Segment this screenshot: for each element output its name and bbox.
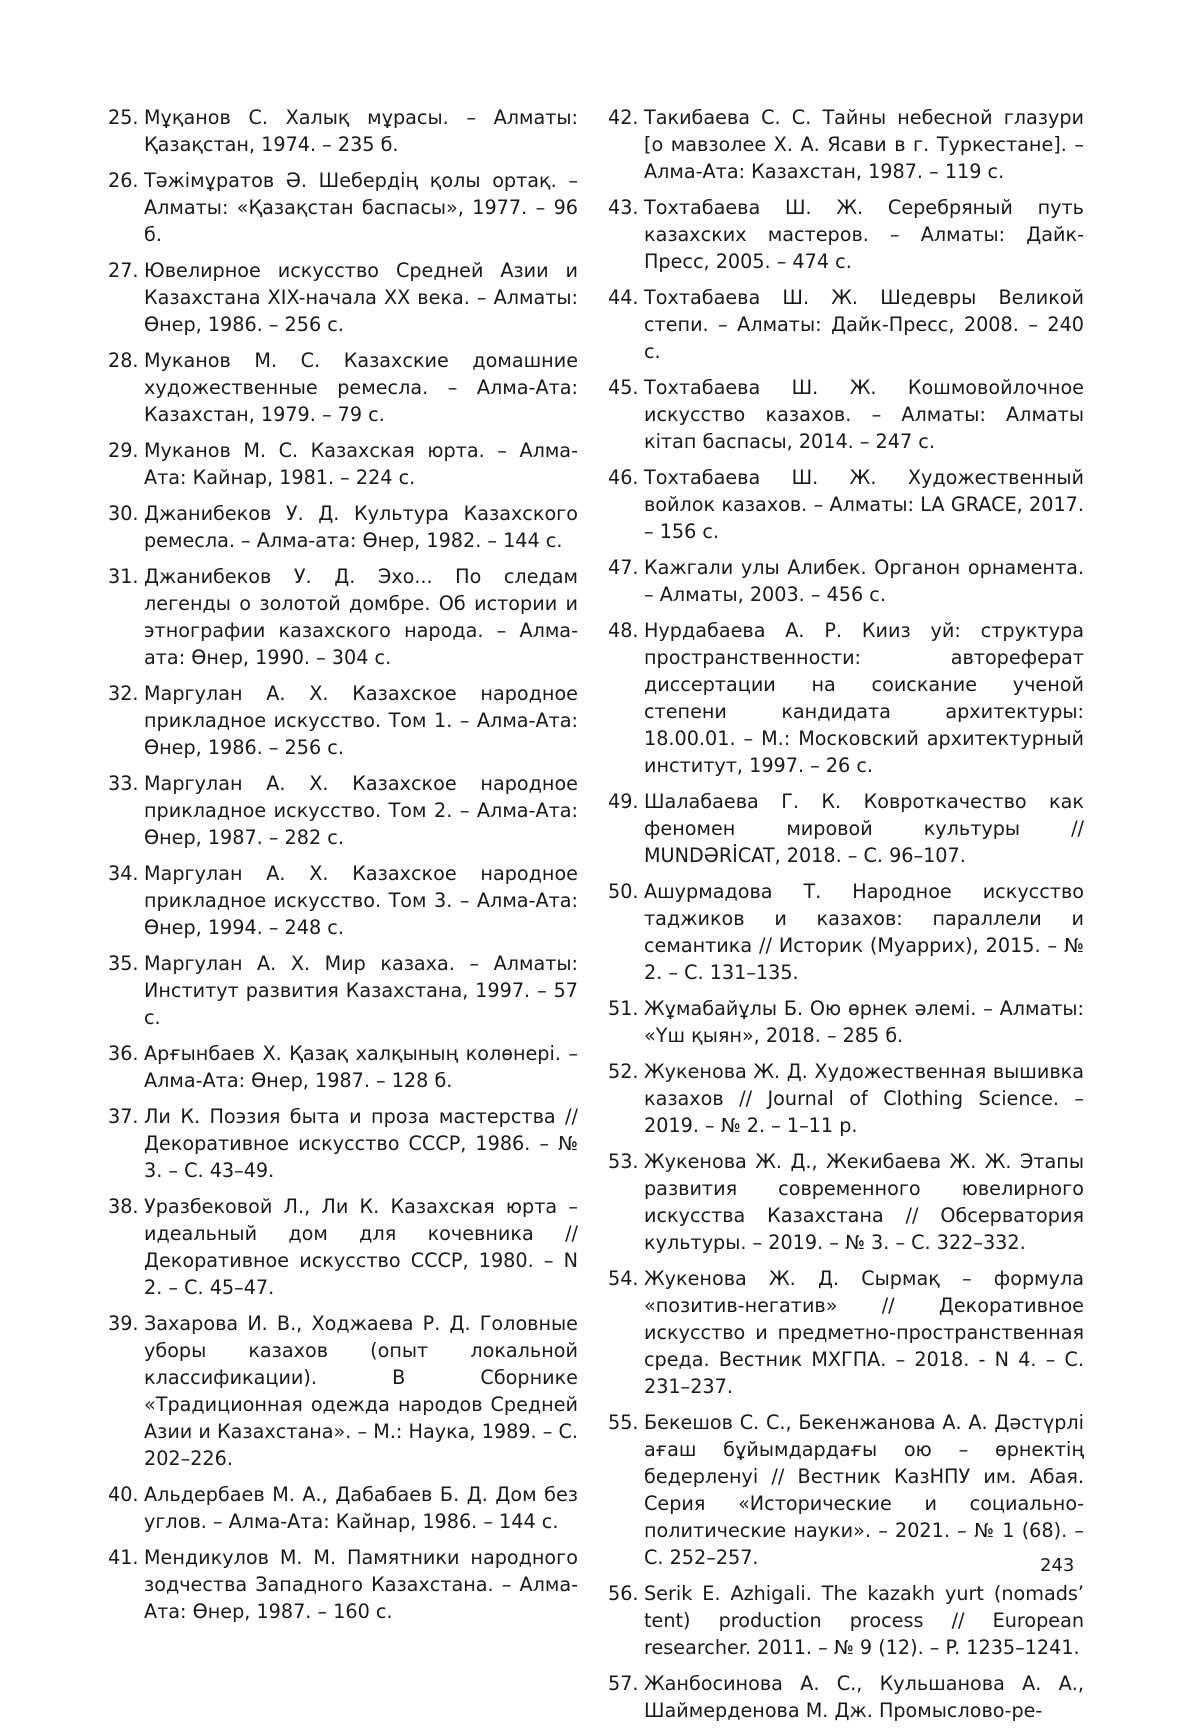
bibliography-entry [108, 1544, 578, 1625]
entry-number: 34. [108, 862, 139, 885]
entry-number: 30. [108, 502, 139, 525]
entry-text: Нурдабаева А. Р. Кииз уй: структура пространственности: автореферат диссертации на соискание ученой степени кандидата архитектуры: 18.00.01. – М.: Московский архитектурный институт, 1997. – 26 с. [644, 619, 1084, 777]
entry-text: Джанибеков У. Д. Эхо... По следам легенды о золотой домбре. Об истории и этнографии казахского народа. – Алма-ата: Өнер, 1990. – 304 с. [144, 565, 578, 669]
bibliography-entry [608, 1580, 1084, 1661]
entry-text: Муканов М. С. Казахские домашние художественные ремесла. – Алма-Ата: Казахстан, 1979. – 79 с. [144, 349, 578, 426]
entry-number: 28. [108, 349, 139, 372]
bibliography-entry [108, 1103, 578, 1184]
entry-number: 44. [608, 286, 639, 309]
bibliography-entry [608, 1058, 1084, 1139]
entry-text: Такибаева С. С. Тайны небесной глазури [о мавзолее Х. А. Ясави в г. Туркестане]. – Алма-Ата: Казахстан, 1987. – 119 с. [644, 106, 1084, 183]
entry-number: 40. [108, 1483, 139, 1506]
entry-text: Жукенова Ж. Д. Художественная вышивка казахов // Journal of Clothing Science. – 2019. – № 2. – 1–11 p. [644, 1060, 1084, 1137]
entry-number: 26. [108, 169, 139, 192]
entry-number: 54. [608, 1267, 639, 1290]
entry-number: 42. [608, 106, 639, 129]
entry-number: 31. [108, 565, 139, 588]
entry-text: Serik E. Azhigali. The kazakh yurt (nomads’ tent) production process // European researcher. 2011. – № 9 (12). – P. 1235–1241. [644, 1582, 1084, 1659]
entry-number: 37. [108, 1105, 139, 1128]
entry-text: Ли К. Поэзия быта и проза мастерства // Декоративное искусство СССР, 1986. – № 3. – С. 43–49. [144, 1105, 578, 1182]
entry-number: 35. [108, 952, 139, 975]
entry-text: Жұмабайұлы Б. Ою өрнек әлемі. – Алматы: «Үш қыян», 2018. – 285 б. [644, 997, 1084, 1047]
bibliography-entry [608, 284, 1084, 365]
entry-number: 56. [608, 1582, 639, 1605]
bibliography-entry [608, 788, 1084, 869]
bibliography-entry [608, 617, 1084, 779]
entry-text: Маргулан А. Х. Мир казаха. – Алматы: Институт развития Казахстана, 1997. – 57 с. [144, 952, 578, 1029]
entry-text: Мендикулов М. М. Памятники народного зодчества Западного Казахстана. – Алма-Ата: Өнер, 1987. – 160 с. [144, 1546, 578, 1623]
bibliography-entry [608, 1409, 1084, 1571]
bibliography-entry [108, 257, 578, 338]
entry-text: Захарова И. В., Ходжаева Р. Д. Головные уборы казахов (опыт локальной классификации). В Сборнике «Традиционная одежда народов Средней Азии и Казахстана». – М.: Наука, 1989. – С. 202–226. [144, 1312, 578, 1470]
bibliography-entry [608, 995, 1084, 1049]
entry-text: Муканов М. С. Казахская юрта. – Алма-Ата: Кайнар, 1981. – 224 с. [144, 439, 578, 489]
entry-text: Альдербаев М. А., Дабабаев Б. Д. Дом без углов. – Алма-Ата: Кайнар, 1986. – 144 с. [144, 1483, 578, 1533]
entry-text: Жукенова Ж. Д., Жекибаева Ж. Ж. Этапы развития современного ювелирного искусства Казахстана // Обсерватория культуры. – 2019. – № 3. – С. 322–332. [644, 1150, 1084, 1254]
bibliography-entry [108, 1193, 578, 1301]
entry-number: 45. [608, 376, 639, 399]
entry-text: Маргулан А. Х. Казахское народное прикладное искусство. Том 1. – Алма-Ата: Өнер, 1986. – 256 с. [144, 682, 578, 759]
entry-number: 29. [108, 439, 139, 462]
bibliography-entry [108, 1481, 578, 1535]
entry-text: Жанбосинова А. С., Кульшанова А. А., Шаймерденова М. Дж. Промыслово-ре- [644, 1672, 1084, 1722]
bibliography-entry [108, 1040, 578, 1094]
bibliography-entry [608, 1670, 1084, 1724]
entry-number: 38. [108, 1195, 139, 1218]
bibliography-left-column [108, 104, 578, 1634]
entry-number: 47. [608, 556, 639, 579]
entry-text: Тохтабаева Ш. Ж. Кошмовойлочное искусство казахов. – Алматы: Алматы кітап баспасы, 2014. – 247 с. [644, 376, 1084, 453]
bibliography-entry [608, 1265, 1084, 1400]
bibliography-entry [608, 374, 1084, 455]
entry-number: 46. [608, 466, 639, 489]
entry-text: Тохтабаева Ш. Ж. Шедевры Великой степи. – Алматы: Дайк-Пресс, 2008. – 240 с. [644, 286, 1084, 363]
entry-number: 36. [108, 1042, 139, 1065]
entry-text: Тохтабаева Ш. Ж. Серебряный путь казахских мастеров. – Алматы: Дайк-Пресс, 2005. – 474 с. [644, 196, 1084, 273]
page-number: 243 [1040, 1555, 1075, 1576]
entry-number: 53. [608, 1150, 639, 1173]
bibliography-entry [608, 464, 1084, 545]
bibliography-entry [108, 347, 578, 428]
entry-number: 51. [608, 997, 639, 1020]
entry-text: Джанибеков У. Д. Культура Казахского ремесла. – Алма-ата: Өнер, 1982. – 144 с. [144, 502, 578, 552]
entry-number: 52. [608, 1060, 639, 1083]
entry-number: 43. [608, 196, 639, 219]
bibliography-entry [108, 167, 578, 248]
entry-text: Жукенова Ж. Д. Сырмақ – формула «позитив-негатив» // Декоративное искусство и предметно-пространственная среда. Вестник МХГПА. – 2018. - N 4. – С. 231–237. [644, 1267, 1084, 1398]
entry-text: Маргулан А. Х. Казахское народное прикладное искусство. Том 2. – Алма-Ата: Өнер, 1987. – 282 с. [144, 772, 578, 849]
bibliography-entry [108, 437, 578, 491]
entry-text: Тәжімұратов Ә. Шебердің қолы ортақ. – Алматы: «Қазақстан баспасы», 1977. – 96 б. [144, 169, 578, 246]
entry-number: 41. [108, 1546, 139, 1569]
bibliography-entry [108, 950, 578, 1031]
entry-text: Уразбековой Л., Ли К. Казахская юрта – идеальный дом для кочевника // Декоративное искусство СССР, 1980. – N 2. – С. 45–47. [144, 1195, 578, 1299]
bibliography-right-column [608, 104, 1084, 1733]
entry-text: Ювелирное искусство Средней Азии и Казахстана XIX-начала XX века. – Алматы: Өнер, 1986. – 256 с. [144, 259, 578, 336]
bibliography-entry [108, 1310, 578, 1472]
entry-number: 50. [608, 880, 639, 903]
entry-number: 32. [108, 682, 139, 705]
bibliography-entry [608, 194, 1084, 275]
entry-number: 49. [608, 790, 639, 813]
entry-text: Тохтабаева Ш. Ж. Художественный войлок казахов. – Алматы: LA GRACE, 2017. – 156 с. [644, 466, 1084, 543]
bibliography-entry [108, 104, 578, 158]
entry-text: Ашурмадова Т. Народное искусство таджиков и казахов: параллели и семантика // Историк (Муаррих), 2015. – № 2. – С. 131–135. [644, 880, 1084, 984]
entry-text: Шалабаева Г. К. Ковроткачество как феномен мировой культуры // MUNDƏRİCAT, 2018. – С. 96–107. [644, 790, 1084, 867]
entry-text: Бекешов С. С., Бекенжанова А. А. Дәстүрлі ағаш бұйымдардағы ою – өрнектің бедерленуі // Вестник КазНПУ им. Абая. Серия «Исторические и социально-политические науки». – 2021. – № 1 (68). – С. 252–257. [644, 1411, 1084, 1569]
entry-number: 25. [108, 106, 139, 129]
entry-number: 27. [108, 259, 139, 282]
bibliography-entry [108, 563, 578, 671]
entry-number: 33. [108, 772, 139, 795]
bibliography-entry [108, 770, 578, 851]
entry-number: 55. [608, 1411, 639, 1434]
bibliography-entry [608, 554, 1084, 608]
bibliography-entry [608, 104, 1084, 185]
entry-number: 48. [608, 619, 639, 642]
bibliography-entry [108, 500, 578, 554]
entry-text: Мұқанов С. Халық мұрасы. – Алматы: Қазақстан, 1974. – 235 б. [144, 106, 578, 156]
bibliography-entry [608, 1148, 1084, 1256]
bibliography-entry [608, 878, 1084, 986]
entry-text: Арғынбаев Х. Қазақ халқының колөнері. – Алма-Ата: Өнер, 1987. – 128 б. [144, 1042, 578, 1092]
entry-text: Маргулан А. Х. Казахское народное прикладное искусство. Том 3. – Алма-Ата: Өнер, 1994. – 248 с. [144, 862, 578, 939]
bibliography-entry [108, 680, 578, 761]
entry-number: 57. [608, 1672, 639, 1695]
entry-number: 39. [108, 1312, 139, 1335]
entry-text: Кажгали улы Алибек. Органон орнамента. – Алматы, 2003. – 456 с. [644, 556, 1084, 606]
bibliography-entry [108, 860, 578, 941]
